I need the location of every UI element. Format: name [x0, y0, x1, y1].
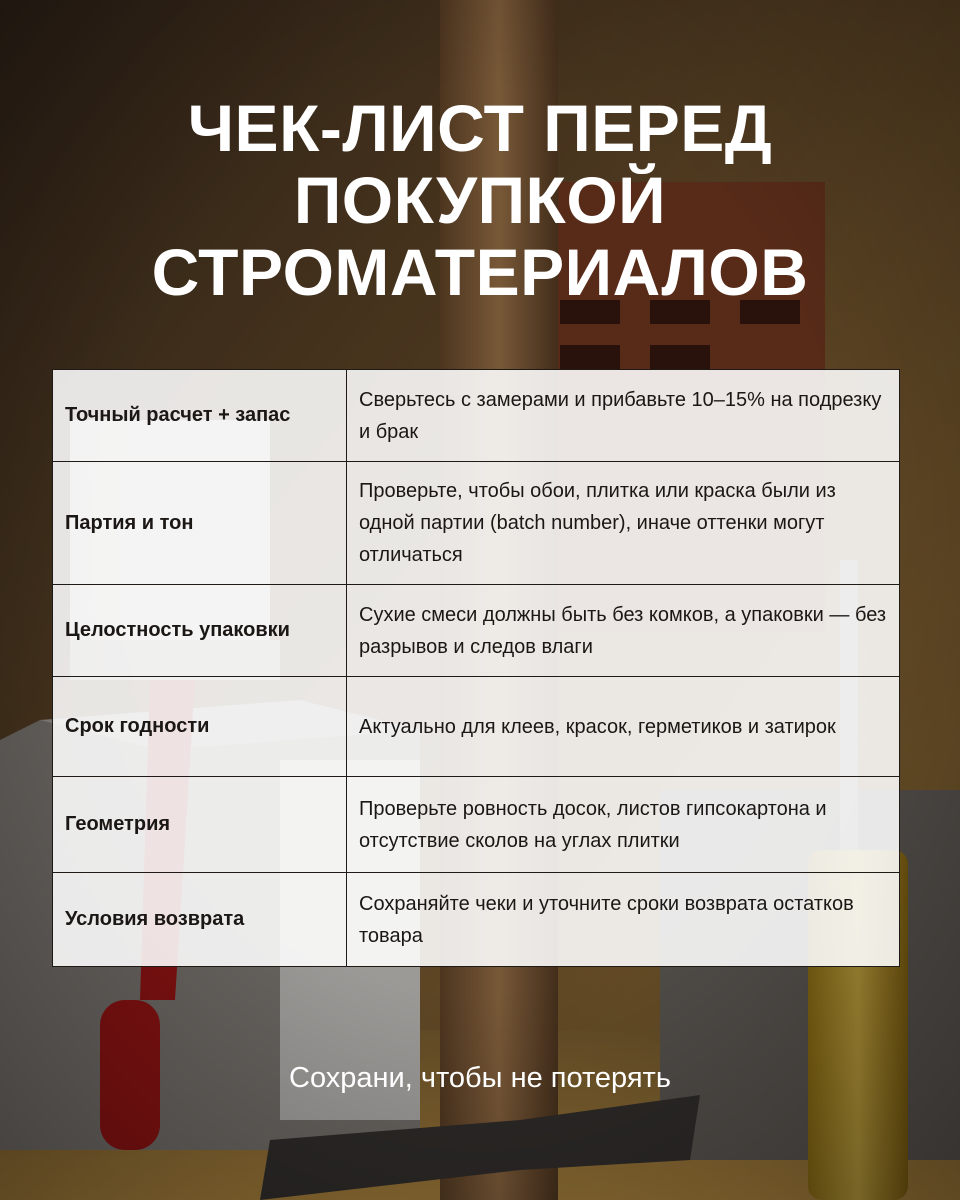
row-label: Условия возврата — [53, 873, 347, 967]
page-title — [0, 92, 960, 308]
table-row — [53, 585, 900, 677]
row-label: Партия и тон — [53, 462, 347, 585]
title-line: ПОКУПКОЙ — [293, 163, 667, 237]
row-description: Проверьте ровность досок, листов гипсокартона и отсутствие сколов на углах плитки — [347, 777, 900, 873]
row-label: Точный расчет + запас — [53, 370, 347, 462]
table-row — [53, 777, 900, 873]
row-label: Геометрия — [53, 777, 347, 873]
row-description: Актуально для клеев, красок, герметиков и затирок — [347, 677, 900, 777]
checklist-table — [52, 369, 900, 967]
title-line: ЧЕК-ЛИСТ ПЕРЕД — [187, 91, 773, 165]
row-description: Сверьтесь с замерами и прибавьте 10–15% на подрезку и брак — [347, 370, 900, 462]
row-description: Проверьте, чтобы обои, плитка или краска были из одной партии (batch number), иначе оттенки могут отличаться — [347, 462, 900, 585]
save-reminder: Сохрани, чтобы не потерять — [289, 1062, 671, 1094]
row-label: Целостность упаковки — [53, 585, 347, 677]
table-row — [53, 370, 900, 462]
title-line: СТРОМАТЕРИАЛОВ — [151, 235, 809, 309]
row-description: Сухие смеси должны быть без комков, а упаковки — без разрывов и следов влаги — [347, 585, 900, 677]
row-label: Срок годности — [53, 677, 347, 777]
table-row — [53, 677, 900, 777]
table-row — [53, 873, 900, 967]
table-row — [53, 462, 900, 585]
row-description: Сохраняйте чеки и уточните сроки возврата остатков товара — [347, 873, 900, 967]
